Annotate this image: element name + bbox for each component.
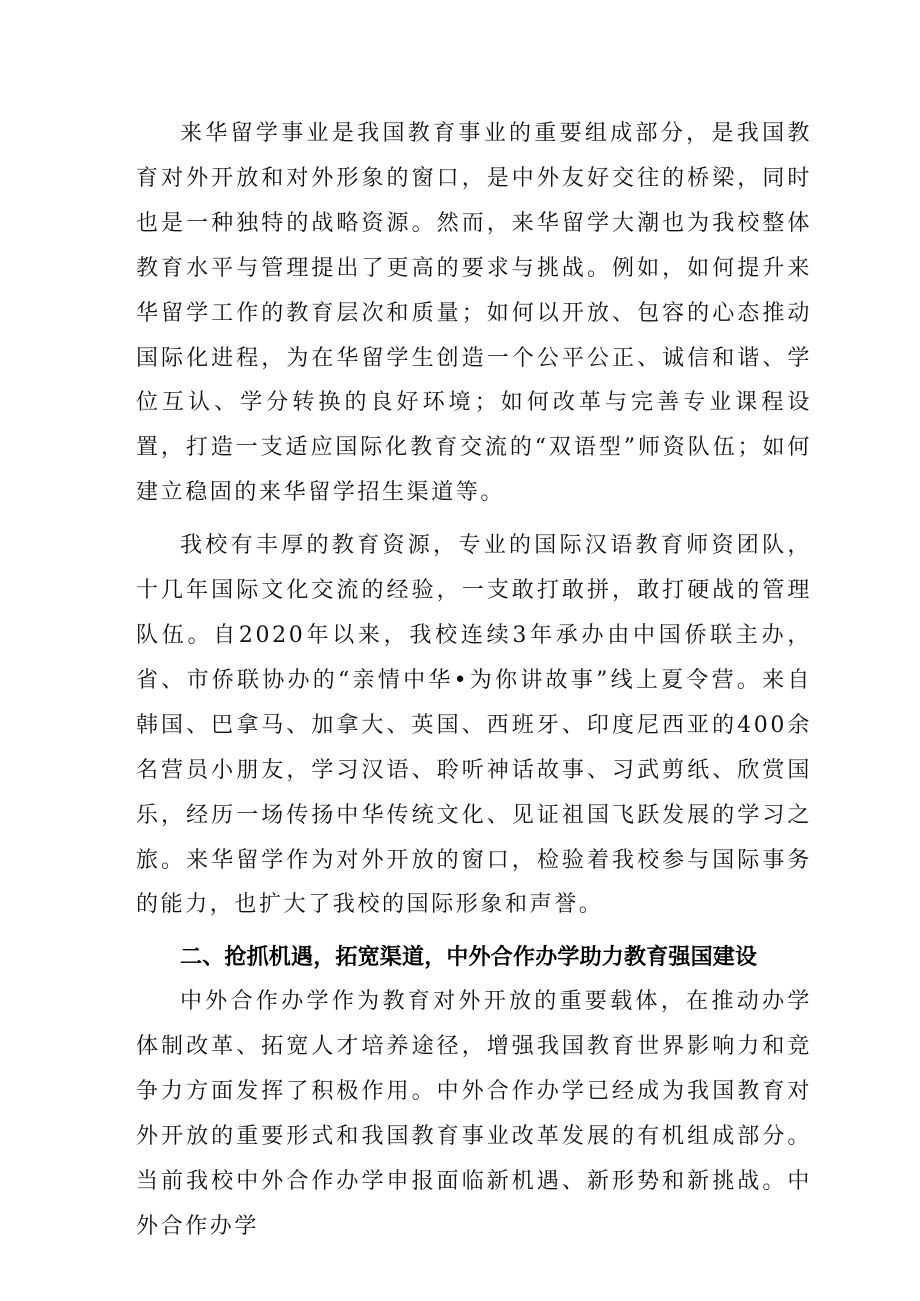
- paragraph-school-resources: 我校有丰厚的教育资源，专业的国际汉语教育师资团队，十几年国际文化交流的经验，一支敢打敢拼，敢打硬战的管理队伍。自2020年以来，我校连续3年承办由中国侨联主办，省、市侨联协办的“亲情中华•为你讲故事”线上夏令营。来自韩国、巴拿马、加拿大、英国、西班牙、印度尼西亚的400余名营员小朋友，学习汉语、聆听神话故事、习武剪纸、欣赏国乐，经历一场传扬中华传统文化、见证祖国飞跃发展的学习之旅。来华留学作为对外开放的窗口，检验着我校参与国际事务的能力，也扩大了我校的国际形象和声誉。: [136, 533, 812, 918]
- section-heading: 二、抢抓机遇，拓宽渠道，中外合作办学助力教育强国建设: [180, 945, 758, 971]
- paragraph-sino-foreign-cooperation: 中外合作办学作为教育对外开放的重要载体，在推动办学体制改革、拓宽人才培养途径，增强我国教育世界影响力和竞争力方面发挥了积极作用。中外合作办学已经成为我国教育对外开放的重要形式和我国教育事业改革发展的有机组成部分。当前我校中外合作办学申报面临新机遇、新形势和新挑战。中外合作办学: [136, 989, 812, 1239]
- document-body: [136, 112, 812, 1250]
- paragraph-study-in-china: 来华留学事业是我国教育事业的重要组成部分，是我国教育对外开放和对外形象的窗口，是中外友好交往的桥梁，同时也是一种独特的战略资源。然而，来华留学大潮也为我校整体教育水平与管理提出了更高的要求与挑战。例如，如何提升来华留学工作的教育层次和质量；如何以开放、包容的心态推动国际化进程，为在华留学生创造一个公平公正、诚信和谐、学位互认、学分转换的良好环境；如何改革与完善专业课程设置，打造一支适应国际化教育交流的“双语型”师资队伍；如何建立稳固的来华留学招生渠道等。: [136, 121, 812, 506]
